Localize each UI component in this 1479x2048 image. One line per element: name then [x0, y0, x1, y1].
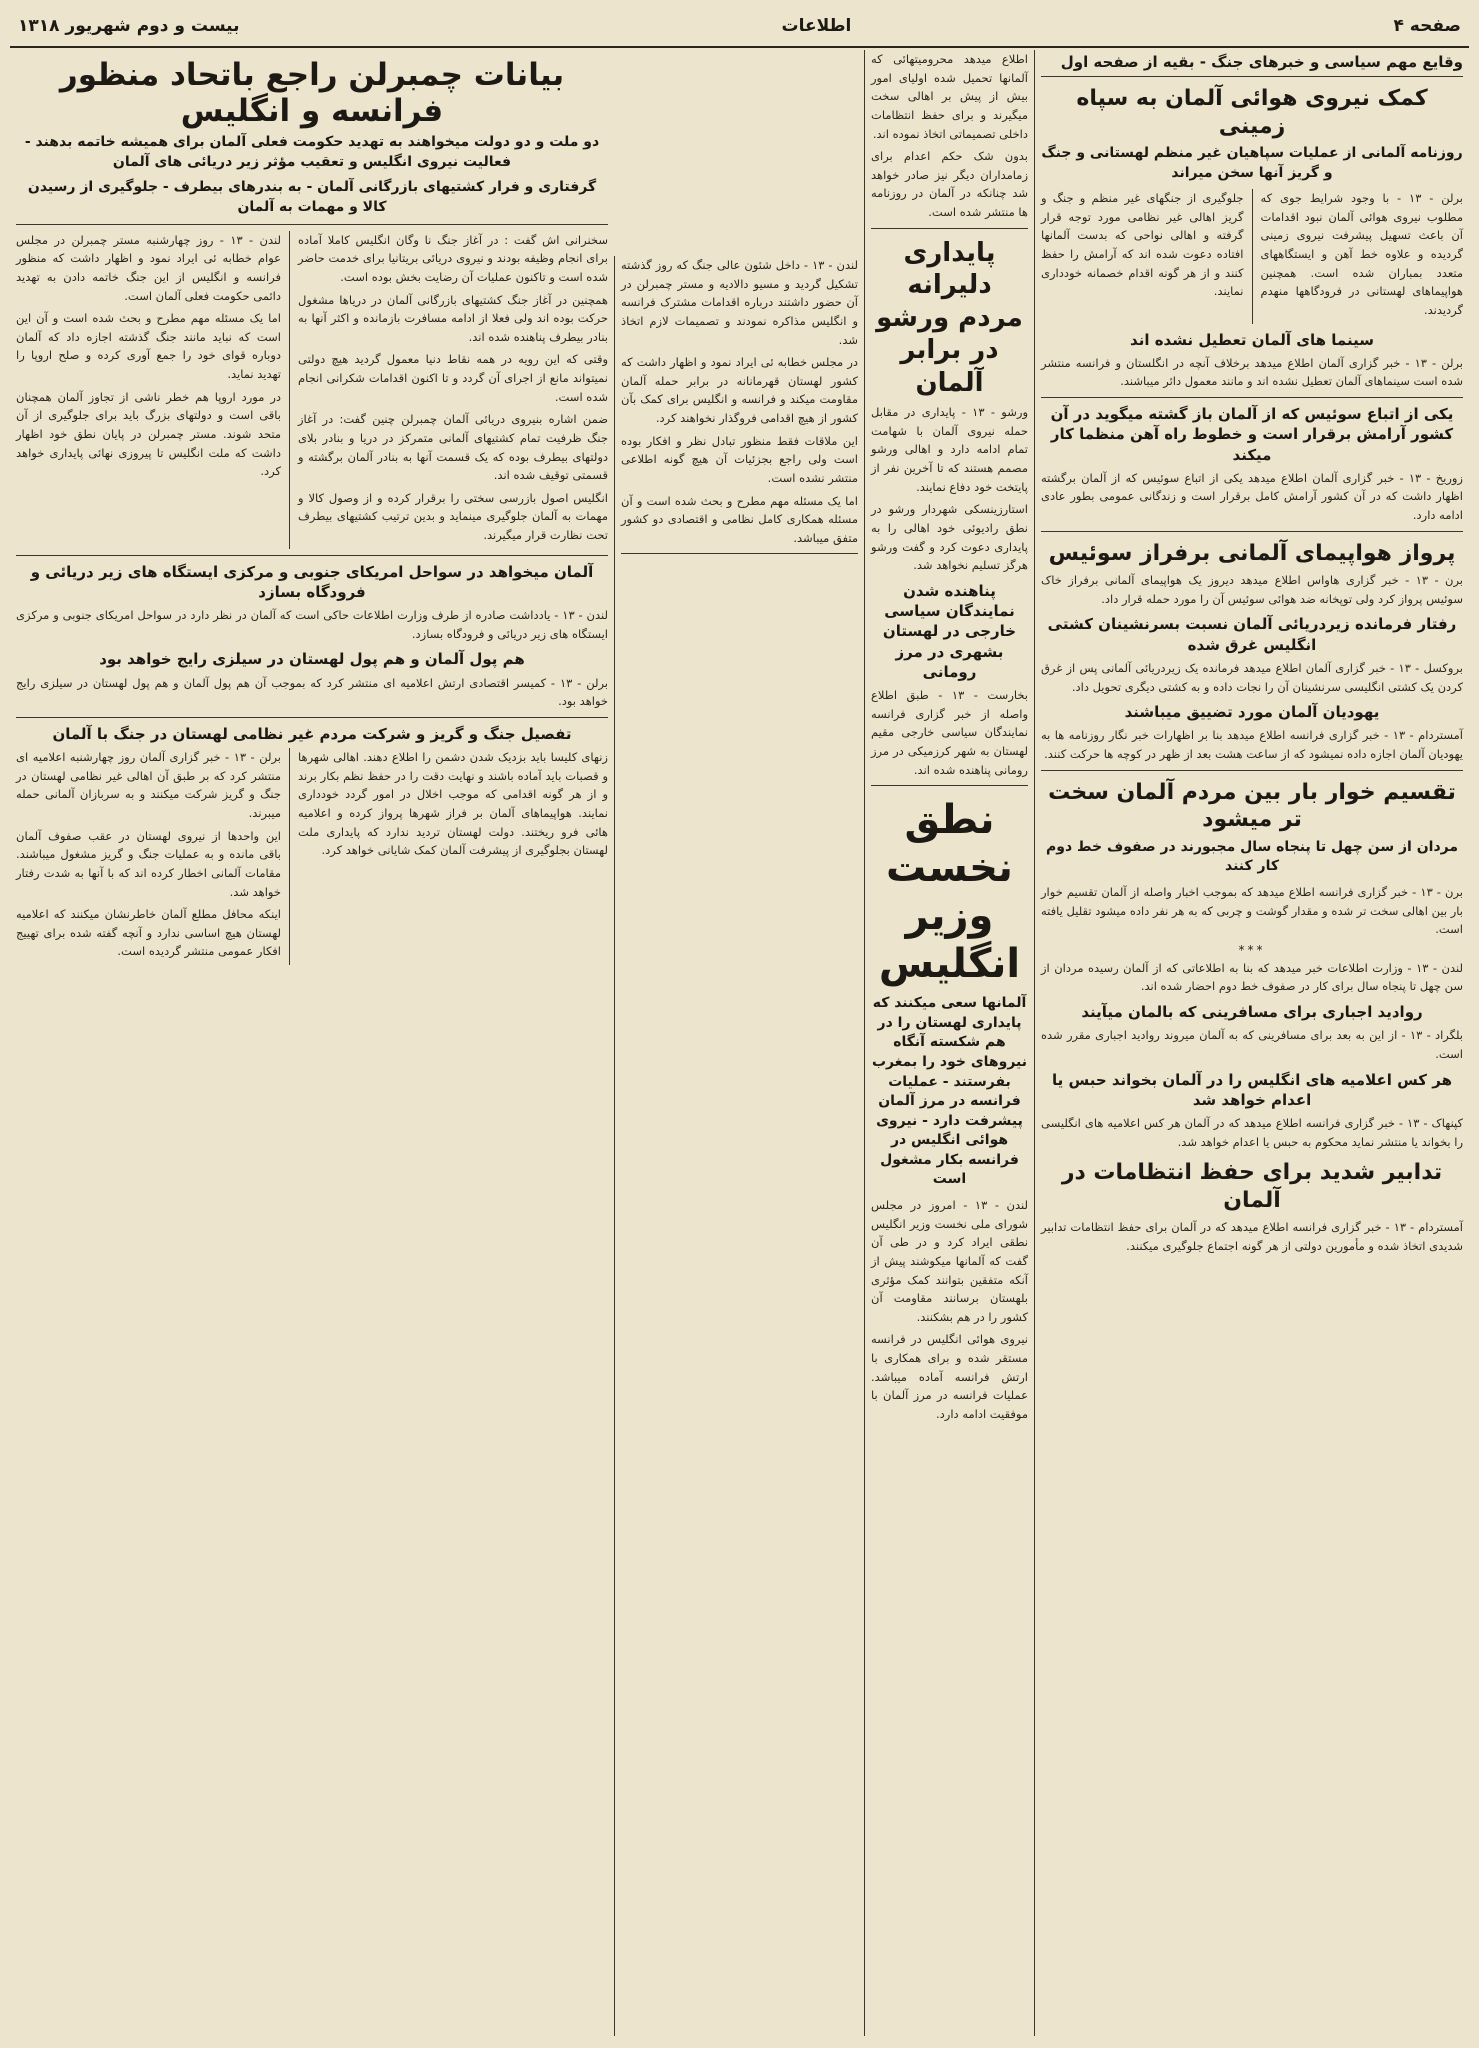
headline-chamberlain: بیانات چمبرلن راجع باتحاد منظور فرانسه و انگلیس: [59, 57, 565, 129]
column-divider: [289, 231, 290, 549]
column-3: [614, 256, 864, 2036]
article-text: اما یک مسئله مهم مطرح و بحث شده است و آن مسئله همکاری کامل نظامی و اقتصادی دو کشور متفق میباشد.: [621, 493, 858, 545]
article-text: نیروی هوائی انگلیس در فرانسه مستقر شده و برای همکاری با ارتش فرانسه آماده میباشد. عملیات فرانسه در مرز آلمان با موفقیت ادامه دارد.: [871, 1332, 1028, 1421]
column-4: [10, 50, 614, 2036]
divider: [16, 224, 608, 225]
article-text: در مجلس خطابه ئی ایراد نمود و اظهار داشت که کشور لهستان قهرمانانه در برابر حمله آلمان مقاومت میکند و فرانسه و انگلیس برای کمک بآن کشور از هیچ اقدامی فروگذار نخواهند کرد.: [621, 355, 858, 425]
paper-name: اطلاعات: [781, 16, 852, 36]
article-text: برن - ۱۳ - خبر گزاری هاواس اطلاع میدهد دیروز یک هواپیمای آلمانی برفراز خاک سوئیس پرواز کرد ولی توپخانه ضد هوائی سوئیس آن را مورد حمله قرار داد.: [1041, 573, 1463, 606]
column-divider: [1252, 189, 1253, 323]
divider: [16, 717, 608, 718]
headline-jews: یهودیان آلمان مورد تضییق میباشند: [1124, 703, 1380, 722]
headline-swiss-flight: پرواز هواپیمای آلمانی برفراز سوئیس: [1048, 540, 1456, 566]
section-kicker: وقایع مهم سیاسی و خبرهای جنگ - بقیه از صفحه اول: [1041, 50, 1463, 77]
divider: [621, 553, 858, 554]
page-number: صفحه ۴: [1393, 16, 1461, 36]
article-text: وقتی که این رویه در همه نقاط دنیا معمول گردید هیچ دولتی نمیتواند مانع از اجرای آن گردد و تا اکنون اقدامات شکرانی انجام شده است.: [298, 352, 608, 404]
article-text: برلن - ۱۳ - خبر گزاری آلمان اطلاع میدهد برخلاف آنچه در انگلستان و فرانسه منتشر شده است سینماهای آلمان تعطیل نشده اند و مانند معمول دائر میباشند.: [1041, 355, 1463, 389]
divider: [871, 785, 1028, 786]
headline-swiss-citizen: یکی از اتباع سوئیس که از آلمان باز گشته میگوید در آن کشور آرامش برقرار است و خطوط راه آهن منظما کار میکند: [1050, 405, 1454, 464]
divider: [1041, 770, 1463, 771]
article-text: کپنهاک - ۱۳ - خبر گزاری فرانسه اطلاع میدهد که در آلمان هر کس اعلامیه های انگلیسی را بخواند یا منتشر نماید محکوم به حبس یا اعدام خواهد شد.: [1041, 1116, 1463, 1149]
article-text: بخارست - ۱۳ - طبق اطلاع واصله از خبر گزاری فرانسه نمایندگان سیاسی خارجی مقیم لهستان به شهر کرزمیکی در مرز رومانی پناهنده شده اند.: [871, 688, 1028, 777]
article-air-support: [1041, 189, 1463, 323]
divider: [1041, 531, 1463, 532]
article-text: آمستردام - ۱۳ - خبر گزاری فرانسه اطلاع میدهد که در آلمان برای حفظ انتظامات تدابیر شدیدی اتخاذ شده و مأمورین دولتی از هر گونه اجتماع جلوگیری میکنند.: [1041, 1220, 1464, 1253]
article-text: اما یک مسئله مهم مطرح و بحث شده است و آن این است که نباید مانند جنگ گذشته اجازه داد که آلمان دوباره قوای خود را جمع آوری کرده و صلح اروپا را تهدید نماید.: [16, 311, 281, 382]
article-text: اطلاع میدهد محرومیتهائی که آلمانها تحمیل شده اولیای امور بیش از پیش بر اهالی سخت میگیرند و برای حفظ انتظامات داخلی تصمیماتی اتخاذ نموده اند.: [871, 52, 1028, 141]
headline-warsaw: پایداری دلیرانه مردم ورشو در برابر آلمان: [876, 237, 1023, 398]
article-text: بلگراد - ۱۳ - از این به بعد برای مسافرینی که به آلمان میروند روادید اجباری مقرر شده است.: [1041, 1028, 1463, 1061]
divider: [1041, 397, 1463, 398]
article-text: این واحدها از نیروی لهستان در عقب صفوف آلمان باقی مانده و به عملیات جنگ و گریز مشغول میباشند. مقامات آلمانی اخطار کرده اند که با آنها به شدت رفتار خواهد شد.: [16, 828, 281, 899]
divider: [16, 555, 608, 556]
article-text: زنهای کلیسا باید بزدیک شدن دشمن را اطلاع دهند. اهالی شهرها و قصبات باید آماده باشند و نهایت دقت را در حفظ نظم بکار برند و از هر گونه اقدامی که موجب اخلال در امور گردد خودداری نمایند. هواپیماهای آلمان بر فراز شهرها پرواز کرده و اعلامیه هائی فرو ریختند. دولت لهستان تردید ندارد که پایداری ملت لهستان بجلوگیری از پیشرفت آلمان کمک شایانی خواهد کرد.: [298, 750, 608, 858]
article-text: لندن - ۱۳ - امروز در مجلس شورای ملی نخست وزیر انگلیس نطقی ایراد کرد و در طی آن گفت که آلمانها میکوشند پیش از آنکه متفقین بتوانند کمک مؤثری بلهستان برسانند مقاومت آن کشور را در هم بشکنند.: [871, 1198, 1028, 1324]
article-text: ضمن اشاره بنیروی دریائی آلمان چمبرلن چنین گفت: در آغاز جنگ ظرفیت تمام کشتیهای آلمانی متمرکز در دریا و بنادر بلای دولتهای بیطرف بوده که یک قسمت آنها به بنادر آلمان برگشته و قسمتی توقیف شده اند.: [298, 412, 608, 483]
headline-air-support: کمک نیروی هوائی آلمان به سپاه زمینی: [1076, 86, 1428, 139]
divider: [871, 228, 1028, 229]
article-text: لندن - ۱۳ - روز چهارشنبه مستر چمبرلن در مجلس عوام خطابه ئی ایراد نمود و اظهار داشت که منظور فرانسه و انگلیس از این جنگ خاتمه دادن به تهدید دائمی حکومت فعلی آلمان است.: [16, 232, 281, 303]
article-text: لندن - ۱۳ - وزارت اطلاعات خبر میدهد که بنا به اطلاعاتی که از آلمان رسیده مردان از سن چهل تا پنجاه سال برای کار در صفوف خط دوم احضار شده اند.: [1041, 960, 1463, 994]
column-1: [1034, 50, 1469, 2036]
article-text: جلوگیری از جنگهای غیر منظم و جنگ و گریز اهالی غیر نظامی مورد توجه قرار گرفته و اهالی نواحی که بدست آلمانها افتاده دعوت شده اند که آرامش را حفظ کنند و از هر گونه اقدام خصمانه خودداری نمایند.: [1041, 191, 1244, 299]
subheadline-rationing: مردان از سن چهل تا پنجاه سال مجبورند در صفوف خط دوم کار کنند: [1045, 838, 1458, 875]
article-text: بروکسل - ۱۳ - خبر گزاری آلمان اطلاع میدهد فرمانده یک زیردریائی آلمانی پس از غرق کردن یک کشتی انگلیسی سرنشینان آن را نجات داده و به کشتی دیگری تحویل داد.: [1041, 660, 1463, 694]
article-text: انگلیس اصول بازرسی سختی را برقرار کرده و از وصول کالا و مهمات به آلمان جلوگیری مینماید و بدین ترتیب کشتیهای بیطرف تحت نظارت قرار میگیرند.: [298, 490, 608, 543]
article-text: ورشو - ۱۳ - پایداری در مقابل حمله نیروی آلمان با شهامت تمام ادامه دارد و اهالی ورشو مصمم هستند که تا آخرین نفر از پایتخت خود دفاع نمایند.: [871, 405, 1028, 494]
headline-diplomats: پناهنده شدن نمایندگان سیاسی خارجی در لهستان بشهری در مرز رومانی: [882, 581, 1017, 681]
subheadline-chamberlain-1: دو ملت و دو دولت میخواهند به تهدید حکومت فعلی آلمان برای همیشه خاتمه بدهند - فعالیت نیروی انگلیس و تعقیب مؤثر زیر دریائی های آلمان: [24, 134, 600, 170]
lead-article-body: [16, 231, 608, 549]
article-text: همچنین در آغاز جنگ کشتیهای بازرگانی آلمان در دریاها مشغول حرکت بوده اند ولی فعلا از ادامه مسافرت بازمانده و اکثر آنها به بنادر بیطرف پناهنده شده اند.: [298, 292, 608, 344]
article-text: آمستردام - ۱۳ - خبر گزاری فرانسه اطلاع میدهد بنا بر اظهارات خبر نگار روزنامه ها به یهودیان آلمان اجازه داده نمیشود که از ساعت هشت بعد از ظهر در کوچه ها حرکت کنند.: [1041, 728, 1463, 762]
article-text: بدون شک حکم اعدام برای زمامداران دیگر نیز صادر خواهد شد چنانکه در آلمان در روزنامه ها منتشر شده است.: [871, 149, 1028, 219]
headline-cinemas: سینما های آلمان تعطیل نشده اند: [1130, 330, 1374, 349]
article-text: برلن - ۱۳ - خبر گزاری آلمان روز چهارشنبه اعلامیه ای منتشر کرد که بر طبق آن اهالی غیر نظامی لهستان در جنگ و گریز شرکت میکنند و به سربازان آلمانی حمله میبرند.: [16, 750, 282, 821]
guerrilla-article: [16, 748, 608, 965]
subheadline-chamberlain-2: گرفتاری و فرار کشتیهای بازرگانی آلمان - به بندرهای بیطرف - جلوگیری از رسیدن کالا و مهمات به آلمان: [27, 179, 597, 216]
article-text: لندن - ۱۳ - یادداشت صادره از طرف وزارت اطلاعات حاکی است که آلمان در نظر دارد در سواحل امریکای جنوبی و مرکزی ایستگاه های زیر دریائی و فرودگاه بسازد.: [16, 608, 608, 641]
separator-stars: ***: [1238, 942, 1266, 957]
article-text: سخنرانی اش گفت : در آغاز جنگ نا وگان انگلیس کاملا آماده برای انجام وظیفه بودند و نیروی دریائی بریتانیا برای خدمت حاضر شده است و تاکنون عملیات آن رضایت بخش بوده است.: [298, 232, 608, 284]
headline-pm-speech: نطق نخست وزیر انگلیس: [878, 797, 1021, 988]
headline-order-measures: تدابیر شدید برای حفظ انتظامات در آلمان: [1061, 1160, 1443, 1213]
article-text: برن - ۱۳ - خبر گزاری فرانسه اطلاع میدهد که بموجب اخبار واصله از آلمان تقسیم خوار بار بین اهالی سخت تر شده و مقدار گوشت و چربی که به هر نفر داده میشود تقلیل یافته است.: [1041, 884, 1464, 937]
subheadline-pm-speech: آلمانها سعی میکنند که پایداری لهستان را در هم شکسته آنگاه نیروهای خود را بمغرب بفرستند - عملیات فرانسه در مرز آلمان پیشرفت دارد - نیروی هوائی انگلیس در فرانسه بکار مشغول است: [871, 995, 1028, 1188]
article-text: استارزینسکی شهردار ورشو در نطق رادیوئی خود اهالی را به پایداری دعوت کرد و گفت ورشو هرگز تسلیم نخواهد شد.: [871, 502, 1028, 573]
article-text: زوریخ - ۱۳ - خبر گزاری آلمان اطلاع میدهد یکی از اتباع سوئیس که از آلمان برگشته اظهار داشت که در آن کشور آرامش کامل برقرار است و زندگانی عمومی بطور عادی ادامه دارد.: [1041, 470, 1463, 523]
headline-visa: روادید اجباری برای مسافرینی که بالمان میآیند: [1081, 1003, 1423, 1021]
article-text: این ملاقات فقط منظور تبادل نظر و افکار بوده است ولی راجع بجزئیات آن هیچ گونه اطلاعی منتشر نشده است.: [621, 433, 858, 485]
headline-currency: هم پول آلمان و هم پول لهستان در سیلزی رایج خواهد بود: [99, 650, 525, 669]
issue-date: بیست و دوم شهریور ۱۳۱۸: [18, 16, 240, 36]
article-text: برلن - ۱۳ - کمیسر اقتصادی ارتش اعلامیه ای منتشر کرد که بموجب آن هم پول آلمان و هم پول لهستان در سیلزی رایج خواهد بود.: [16, 675, 608, 709]
headline-leaflets: هر کس اعلامیه های انگلیس را در آلمان بخواند حبس یا اعدام خواهد شد: [1052, 1070, 1452, 1109]
column-2: [864, 50, 1034, 2036]
article-text: اینکه محافل مطلع آلمان خاطرنشان میکنند که اعلامیه لهستان هیچ اساسی ندارد و آنچه گفته شده برای تهییج افکار عمومی منتشر گردیده است.: [16, 907, 281, 959]
article-text: برلن - ۱۳ - با وجود شرایط جوی که مطلوب نیروی هوائی آلمان نبود اقدامات آن باعث تسهیل پیشرفت نیروی زمینی گردیده و علاوه خط آهن و ایستگاههای متعدد بمباران شده است. همچنین هواپیماهای لهستانی در فرودگاهها منهدم گردیدند.: [1260, 191, 1463, 317]
column-divider: [289, 748, 290, 965]
article-text: در مورد اروپا هم خطر ناشی از تجاوز آلمان همچنان باقی است و دولتهای بزرگ باید برای جلوگیری از آن متحد شوند. مستر چمبرلن در پایان نطق خود اظهار داشت که ملت انگلیس تا پیروزی نهائی پایداری خواهد کرد.: [16, 389, 281, 479]
masthead: [10, 6, 1469, 48]
headline-guerrilla: تفصیل جنگ و گریز و شرکت مردم غیر نظامی لهستان در جنگ با آلمان: [52, 724, 572, 743]
headline-south-america: آلمان میخواهد در سواحل امریکای جنوبی و مرکزی ایستگاه های زیر دریائی و فرودگاه بسازد: [30, 562, 594, 601]
newspaper-page: [10, 6, 1469, 2040]
article-text: لندن - ۱۳ - داخل شئون عالی جنگ که روز گذشته تشکیل گردید و مسیو دالادیه و مستر چمبرلن در آن حضور داشتند درباره اقدامات مشترک فرانسه و انگلیس مذاکره نمودند و تصمیمات لازم اتخاذ شد.: [621, 258, 858, 347]
subheadline-air-support: روزنامه آلمانی از عملیات سپاهیان غیر منظم لهستانی و جنگ و گریز آنها سخن میراند: [1041, 145, 1463, 181]
headline-submarine: رفتار فرمانده زیردریائی آلمان نسبت بسرنشینان کشتی انگلیس غرق شده: [1047, 615, 1457, 654]
headline-rationing: تقسیم خوار بار بین مردم آلمان سخت تر میشود: [1048, 779, 1456, 833]
